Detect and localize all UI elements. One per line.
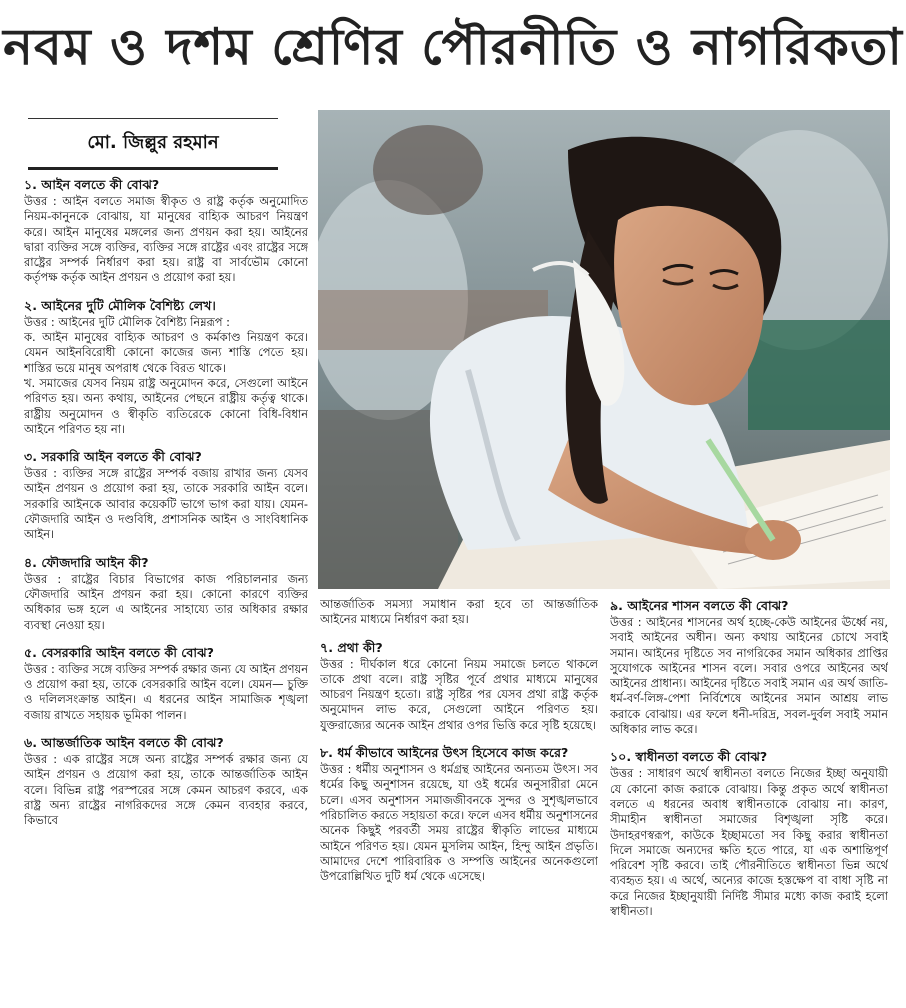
question-heading: ৪. ফৌজদারি আইন কী? bbox=[24, 554, 149, 570]
qa-item bbox=[24, 448, 308, 542]
author-byline bbox=[28, 118, 278, 170]
column-left bbox=[24, 176, 308, 1006]
answer-paragraph: উত্তর : আইনের শাসনের অর্থ হচ্ছে-কেউ আইনের ঊর্ধ্বে নয়, সবাই আইনের অধীন। অন্য কথায় আইনের চোখে সবাই সমান। আইনের দৃষ্টিতে সব নাগরিকের সমান অধিকার প্রাপ্তির সুযোগকে আইনের শাসন বলে। সবার ওপরে আইনের অর্থ আইনের প্রাধান্য। আইনের দৃষ্টিতে সবাই সমান এর অর্থ জাতি-ধর্ম-বর্ণ-লিঙ্গ-পেশা নির্বিশেষে আইনের সমান আশ্রয় লাভ করাকে বোঝায়। এর ফলে ধনী-দরিদ্র, সবল-দুর্বল সবাই সমান অধিকার লাভ করে। bbox=[610, 615, 888, 737]
article-photo bbox=[318, 110, 890, 589]
question-heading: ১০. স্বাধীনতা বলতে কী বোঝ? bbox=[610, 749, 768, 765]
answer-text bbox=[320, 657, 598, 733]
answer-paragraph: উত্তর : দীর্ঘকাল ধরে কোনো নিয়ম সমাজে চলতে থাকলে তাকে প্রথা বলে। রাষ্ট্র সৃষ্টির পূর্বে প্রথার মাধ্যমে মানুষের আচরণ নিয়ন্ত্রণ হতো। রাষ্ট্র সৃষ্টির পর যেসব প্রথা রাষ্ট্র কর্তৃক অনুমোদন লাভ করে, সেগুলো আইনে পরিণত হয়। যুক্তরাজ্যের অনেক আইন প্রথার ওপর ভিত্তি করে সৃষ্টি হয়েছে। bbox=[320, 656, 598, 732]
qa-item bbox=[24, 644, 308, 723]
question-heading: ৫. বেসরকারি আইন বলতে কী বোঝ? bbox=[24, 644, 214, 660]
answer-paragraph: খ. সমাজের যেসব নিয়ম রাষ্ট্র অনুমোদন করে, সেগুলো আইনে পরিণত হয়। অন্য কথায়, আইনের পেছনে রাষ্ট্রীয় কর্তৃত্ব থাকে। রাষ্ট্রীয় অনুমোদন ও স্বীকৃতি ব্যতিরেকে কোনো বিধি-বিধান আইনে পরিণত হয় না। bbox=[24, 375, 308, 436]
qa-item bbox=[24, 554, 308, 633]
page-title: নবম ও দশম শ্রেণির পৌরনীতি ও নাগরিকতা bbox=[3, 18, 903, 76]
answer-paragraph: ক. আইন মানুষের বাহ্যিক আচরণ ও কর্মকাণ্ড নিয়ন্ত্রণ করে। যেমন আইনবিরোধী কোনো কাজের জন্য শাস্তি পেতে হয়। শাস্তির ভয়ে মানুষ অপরাধ থেকে বিরত থাকে। bbox=[24, 330, 308, 375]
qa-item bbox=[610, 748, 888, 919]
answer-paragraph: উত্তর : এক রাষ্ট্রের সঙ্গে অন্য রাষ্ট্রের সম্পর্ক রক্ষার জন্য যে আইন প্রণয়ন ও প্রয়োগ করা হয়, তাকে আন্তর্জাতিক আইন বলে। বিভিন্ন রাষ্ট্র পরস্পরের সঙ্গে কেমন আচরণ করবে, এক রাষ্ট্র অন্য রাষ্ট্রের নাগরিকদের সঙ্গে কেমন ব্যবহার করবে, কিভাবে bbox=[24, 752, 308, 828]
answer-text bbox=[320, 762, 598, 884]
answer-text bbox=[24, 466, 308, 542]
question-heading: ৬. আন্তর্জাতিক আইন বলতে কী বোঝ? bbox=[24, 735, 224, 751]
answer-paragraph: উত্তর : ধর্মীয় অনুশাসন ও ধর্মগ্রন্থ আইনের অন্যতম উৎস। সব ধর্মের কিছু অনুশাসন রয়েছে, যা ওই ধর্মের অনুসারীরা মেনে চলে। এসব অনুশাসন সমাজজীবনকে সুন্দর ও সুশৃঙ্খলভাবে পরিচালিত করতে সহায়তা করে। ফলে এসব ধর্মীয় অনুশাসনের অনেক কিছুই পরবর্তী সময় রাষ্ট্রের স্বীকৃতি লাভের মাধ্যমে আইনে পরিণত হয়। যেমন মুসলিম আইন, হিন্দু আইন প্রভৃতি। আমাদের দেশে পারিবারিক ও সম্পত্তি আইনের অনেকগুলো উপরোল্লিখিত দুটি ধর্ম থেকে এসেছে। bbox=[320, 762, 598, 884]
continued-text: আন্তর্জাতিক সমস্যা সমাধান করা হবে তা আন্তর্জাতিক আইনের মাধ্যমে নির্ধারণ করা হয়। bbox=[320, 597, 598, 627]
author-name: মো. জিল্লুর রহমান bbox=[87, 131, 219, 153]
qa-item bbox=[24, 734, 308, 828]
qa-item bbox=[24, 176, 308, 286]
column-right bbox=[610, 597, 888, 1005]
qa-item bbox=[320, 744, 598, 884]
answer-paragraph: উত্তর : রাষ্ট্রের বিচার বিভাগের কাজ পরিচালনার জন্য ফৌজদারি আইন প্রণয়ন করা হয়। কোনো কারণে ব্যক্তির অধিকার ভঙ্গ হলে এ আইনের সাহায্যে তার অধিকার রক্ষার ব্যবস্থা নেওয়া হয়। bbox=[24, 571, 308, 632]
qa-item bbox=[610, 597, 888, 737]
question-heading: ৮. ধর্ম কীভাবে আইনের উৎস হিসেবে কাজ করে? bbox=[320, 745, 569, 761]
question-heading: ১. আইন বলতে কী বোঝ? bbox=[24, 177, 160, 192]
question-heading: ৩. সরকারি আইন বলতে কী বোঝ? bbox=[24, 449, 202, 465]
answer-paragraph: উত্তর : সাধারণ অর্থে স্বাধীনতা বলতে নিজের ইচ্ছা অনুযায়ী যে কোনো কাজ করাকে বোঝায়। কিন্তু প্রকৃত অর্থে স্বাধীনতা বলতে এ ধরনের অবাধ স্বাধীনতাকে বোঝায় না। কারণ, সীমাহীন স্বাধীনতা সমাজের বিশৃঙ্খলা সৃষ্টি করে। উদাহরণস্বরূপ, কাউকে ইচ্ছামতো সব কিছু করার স্বাধীনতা দিলে সমাজে অন্যদের ক্ষতি হতে পারে, যা এক অশান্তিপূর্ণ পরিবেশ সৃষ্টি করবে। তাই পৌরনীতিতে স্বাধীনতা ভিন্ন অর্থে ব্যবহৃত হয়। এ অর্থে, অন্যের কাজে হস্তক্ষেপ বা বাধা সৃষ্টি না করে নিজের ইচ্ছানুযায়ী নির্দিষ্ট সীমার মধ্যে কাজ করাই হলো স্বাধীনতা। bbox=[610, 766, 888, 919]
answer-paragraph: উত্তর : ব্যক্তির সঙ্গে রাষ্ট্রের সম্পর্ক বজায় রাখার জন্য যেসব আইন প্রণয়ন ও প্রয়োগ করা হয়, তাকে সরকারি আইন বলে। সরকারি আইনকে আবার কয়েকটি ভাগে ভাগ করা যায়। যেমন-ফৌজদারি আইন ও দণ্ডবিধি, প্রশাসনিক আইন ও সাংবিধানিক আইন। bbox=[24, 466, 308, 542]
answer-text bbox=[610, 766, 888, 919]
answer-paragraph: উত্তর : ব্যক্তির সঙ্গে ব্যক্তির সম্পর্ক রক্ষার জন্য যে আইন প্রণয়ন ও প্রয়োগ করা হয়, তাকে বেসরকারি আইন বলে। যেমন— চুক্তি ও দলিলসংক্রান্ত আইন। এ ধরনের আইন সামাজিক শৃঙ্খলা বজায় রাখতে সহায়ক ভূমিকা পালন। bbox=[24, 661, 308, 722]
question-heading: ২. আইনের দুটি মৌলিক বৈশিষ্ট্য লেখ। bbox=[24, 297, 216, 313]
answer-paragraph: উত্তর : আইন বলতে সমাজ স্বীকৃত ও রাষ্ট্র কর্তৃক অনুমোদিত নিয়ম-কানুনকে বোঝায়, যা মানুষের বাহ্যিক আচরণ নিয়ন্ত্রণ করে। আইন মানুষের মঙ্গলের জন্য প্রণয়ন করা হয়। আইনের দ্বারা ব্যক্তির সঙ্গে ব্যক্তির, ব্যক্তির সঙ্গে রাষ্ট্রের এবং রাষ্ট্রের সঙ্গে রাষ্ট্রের সম্পর্ক নির্ধারণ করা হয়। রাষ্ট্র বা সার্বভৌম কোনো কর্তৃপক্ষ কর্তৃক আইন প্রণয়ন ও প্রয়োগ করা হয়। bbox=[24, 194, 308, 285]
answer-text bbox=[24, 752, 308, 828]
qa-item bbox=[320, 639, 598, 733]
answer-paragraph: উত্তর : আইনের দুটি মৌলিক বৈশিষ্ট্য নিম্নরূপ : bbox=[24, 314, 230, 329]
answer-text bbox=[610, 615, 888, 737]
question-heading: ৯. আইনের শাসন বলতে কী বোঝ? bbox=[610, 598, 789, 613]
masthead bbox=[0, 0, 906, 100]
answer-text bbox=[24, 194, 308, 286]
column-middle bbox=[320, 597, 598, 1005]
answer-text bbox=[24, 662, 308, 723]
answer-text bbox=[24, 572, 308, 633]
question-heading: ৭. প্রথা কী? bbox=[320, 639, 383, 655]
qa-item bbox=[24, 297, 308, 437]
student-writing-exam-photo bbox=[318, 110, 890, 589]
answer-text bbox=[24, 315, 308, 437]
